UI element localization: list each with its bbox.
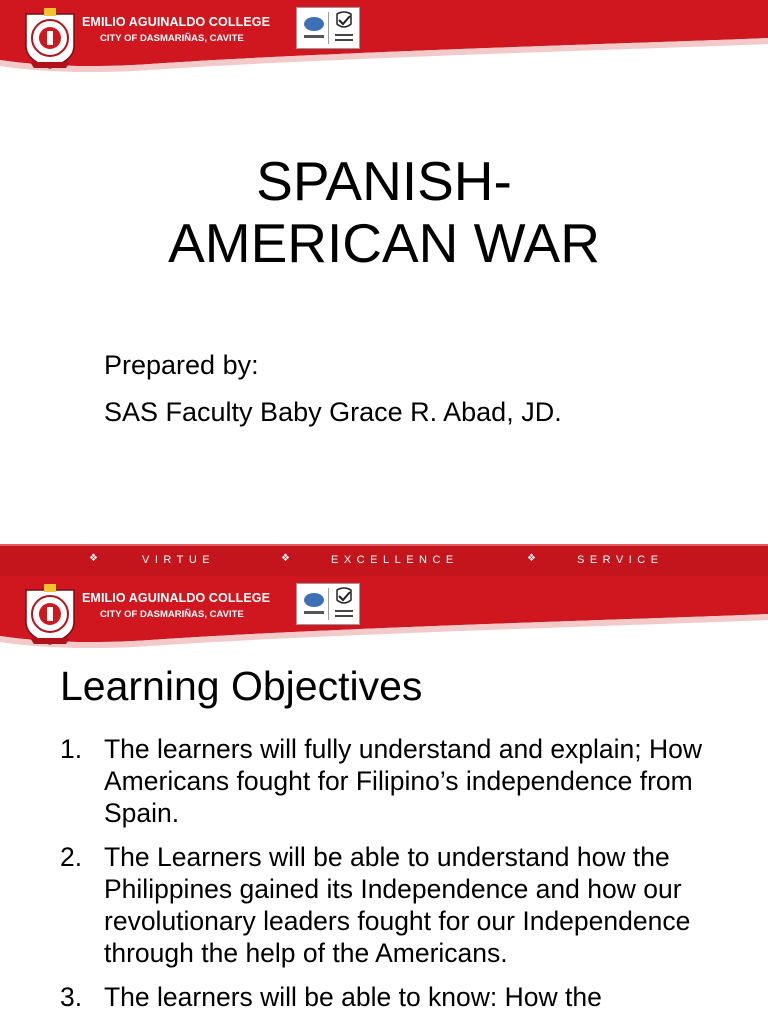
college-name: EMILIO AGUINALDO COLLEGE [82,15,271,29]
diamond-bullet-icon: ❖ [89,553,98,564]
prepared-by-name: SAS Faculty Baby Grace R. Abad, JD. [104,397,562,427]
college-seal-icon [22,6,78,70]
objectives-list [60,733,740,1024]
objective-number: 3. [60,982,83,1012]
college-name: EMILIO AGUINALDO COLLEGE [82,591,271,605]
iso-certification-icon [296,583,360,625]
college-city: CITY OF DASMARIÑAS, CAVITE [100,33,244,44]
college-seal-icon [22,582,78,646]
prepared-by-label: Prepared by: [104,350,259,380]
objective-number: 2. [60,842,83,872]
slide-header [0,0,768,78]
objective-text: The learners will be able to know: How the [104,982,602,1012]
footer-virtue: VIRTUE [142,554,216,566]
title-line-1: SPANISH- [256,150,512,212]
objective-item [60,981,740,1013]
college-city: CITY OF DASMARIÑAS, CAVITE [100,609,244,620]
iso-certification-icon [296,7,360,49]
objective-item [60,733,740,829]
objective-number: 1. [60,734,83,764]
learning-objectives-heading: Learning Objectives [60,663,423,709]
objective-text: The Learners will be able to understand how the Philippines gained its Independence and how our revolutionary leaders fought for our Independence through the help of the Americans. [104,842,691,968]
values-footer [0,544,768,576]
title-line-2: AMERICAN WAR [168,212,600,274]
footer-excellence: EXCELLENCE [331,554,459,566]
slide-title [0,150,768,274]
diamond-bullet-icon: ❖ [281,553,290,564]
objective-item [60,841,740,969]
diamond-bullet-icon: ❖ [527,553,536,564]
slide-2 [0,576,768,1024]
slide-header [0,576,768,654]
objective-text: The learners will fully understand and explain; How Americans fought for Filipino’s independence from Spain. [104,734,703,828]
footer-service: SERVICE [577,554,664,566]
